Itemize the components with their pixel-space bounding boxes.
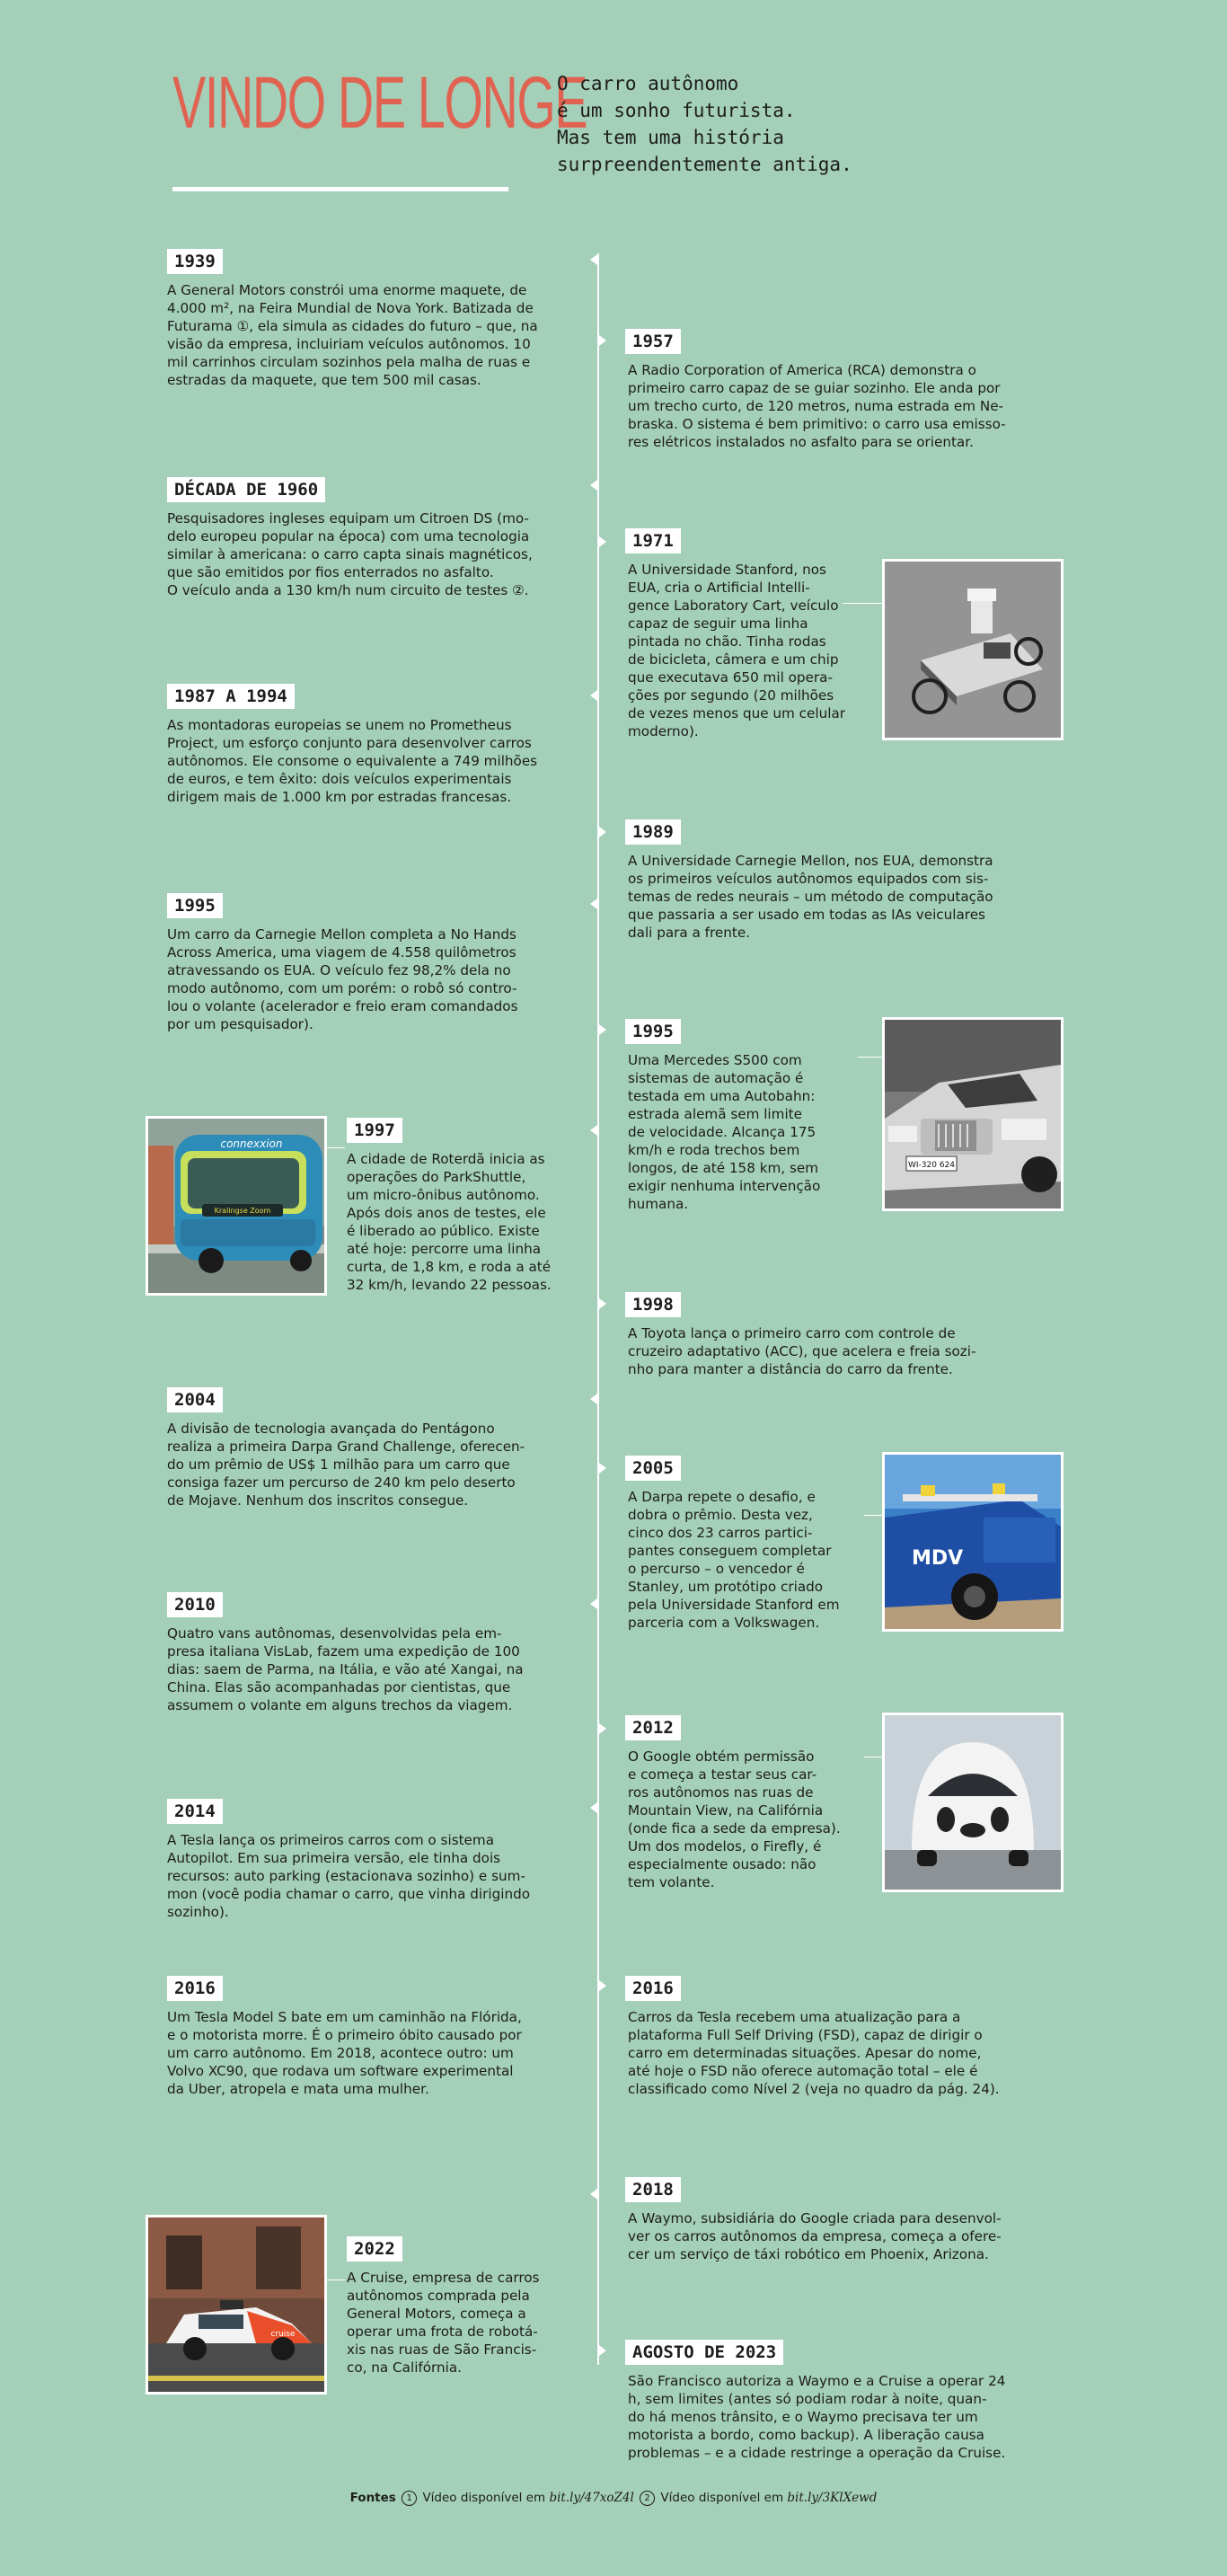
year-label-2004: 2004: [167, 1387, 223, 1412]
year-label-2018: 2018: [625, 2177, 681, 2202]
stanley-darpa-photo: [882, 1452, 1064, 1632]
source-number: 2: [640, 2491, 655, 2506]
svg-text:cruise: cruise: [270, 2330, 296, 2339]
year-label-2023: AGOSTO DE 2023: [625, 2340, 783, 2365]
cruise-photo: [146, 2215, 327, 2395]
intro-text: [557, 70, 979, 178]
year-label-2005: 2005: [625, 1456, 681, 1481]
timeline-tick: [590, 899, 597, 909]
timeline-axis: [597, 253, 599, 2365]
year-label-2010: 2010: [167, 1592, 223, 1617]
firefly-car-illustration: [885, 1715, 1061, 1890]
year-label-1995b: 1995: [625, 1019, 681, 1044]
event-text-1995a: Um carro da Carnegie Mellon completa a No Hands Across America, uma viagem de 4.558 quilômetros atravessando os EUA. O veículo fez 98,2% dela no modo autônomo, com um porém: o robô só contro- lou o volante (acelerador e freio eram comandados por um pesquisador).: [167, 926, 518, 1032]
event-text-1960: Pesquisadores ingleses equipam um Citroen DS (mo- delo europeu popular na época) com uma tecnologia similar à americana: o carro capta sinais magnéticos, que são emitidos por fios enterrados no asfalto. O veículo anda a 130 km/h num circuito de testes ②.: [167, 510, 533, 598]
intro-line: Mas tem uma história: [557, 127, 784, 148]
connector-line: [864, 1515, 882, 1516]
page-title: VINDO DE LONGE: [172, 62, 587, 144]
svg-text:WI-320 624: WI-320 624: [907, 1161, 956, 1170]
year-label-2016b: 2016: [625, 1976, 681, 2001]
year-label-1960: DÉCADA DE 1960: [167, 477, 325, 502]
source-link[interactable]: bit.ly/3KlXewd: [787, 2491, 878, 2505]
year-label-1998: 1998: [625, 1292, 681, 1317]
timeline-tick: [599, 1723, 606, 1734]
event-text-2010: Quatro vans autônomas, desenvolvidas pela em- presa italiana VisLab, fazem uma expedição de 100 dias: saem de Parma, na Itália, e vão até Xangai, na China. Elas são acompanhadas por cientistas, que assumem o volante em alguns trechos da viagem.: [167, 1625, 524, 1713]
timeline-tick: [599, 1463, 606, 1474]
connector-line: [843, 603, 882, 604]
year-label-2014: 2014: [167, 1799, 223, 1824]
year-label-2012: 2012: [625, 1715, 681, 1740]
year-label-1957: 1957: [625, 329, 681, 354]
event-text-2004: A divisão de tecnologia avançada do Pentágono realiza a primeira Darpa Grand Challenge, oferecen- do um prêmio de US$ 1 milhão para um carro que consiga fazer um percurso de 240 km pelo deserto de Mojave. Nenhum dos inscritos consegue.: [167, 1421, 525, 1509]
source-text: Vídeo disponível em: [660, 2491, 784, 2505]
event-text-2012: O Google obtém permissão e começa a testar seus car- ros autônomos nas ruas de Mountain View, na Califórnia (onde fica a sede da empresa). Um dos modelos, o Firefly, é especialmente ousado: não tem volante.: [628, 1748, 841, 1890]
svg-text:connexxion: connexxion: [220, 1138, 283, 1150]
cruise-car-illustration: [148, 2217, 324, 2392]
connector-line: [858, 1057, 882, 1058]
timeline-tick: [590, 480, 597, 491]
event-text-1939: A General Motors constrói uma enorme maquete, de 4.000 m², na Feira Mundial de Nova York. Batizada de Futurama ①, ela simula as cidades do futuro – que, na visão da empresa, incluiriam veículos autônomos. 10 mil carrinhos circulam sozinhos pela malha de ruas e estradas da maquete, que tem 500 mil casas.: [167, 282, 538, 388]
sources-label: Fontes: [349, 2491, 396, 2505]
year-label-1971: 1971: [625, 528, 681, 553]
timeline-tick: [599, 335, 606, 346]
source-link[interactable]: bit.ly/47xoZ4l: [549, 2491, 634, 2505]
event-text-1998: A Toyota lança o primeiro carro com controle de cruzeiro adaptativo (ACC), que acelera e freia sozi- nho para manter a distância do carro da frente.: [628, 1325, 976, 1377]
year-label-1995a: 1995: [167, 893, 223, 918]
timeline-tick: [590, 1125, 597, 1136]
stanford-cart-illustration: [885, 562, 1061, 738]
timeline-tick: [590, 1802, 597, 1813]
event-text-1957: A Radio Corporation of America (RCA) demonstra o primeiro carro capaz de se guiar sozinho. Ele anda por um trecho curto, de 120 metros, numa estrada em Ne- braska. O sistema é bem primitivo: o carro usa emisso- res elétricos instalados no asfalto para se orientar.: [628, 362, 1006, 450]
intro-line: é um sonho futurista.: [557, 100, 796, 121]
intro-line: O carro autônomo: [557, 73, 739, 94]
connector-line: [327, 1147, 345, 1148]
timeline-tick: [590, 1598, 597, 1609]
event-text-2018: A Waymo, subsidiária do Google criada para desenvol- ver os carros autônomos da empresa, começa a ofere- cer um serviço de táxi robótico em Phoenix, Arizona.: [628, 2210, 1002, 2262]
event-text-1995b: Uma Mercedes S500 com sistemas de automação é testada em uma Autobahn: estrada alemã sem limite de velocidade. Alcança 175 km/h e roda trechos bem longos, de até 158 km, sem exigir nenhuma intervenção humana.: [628, 1052, 821, 1212]
timeline-tick: [599, 827, 606, 837]
event-text-2014: A Tesla lança os primeiros carros com o sistema Autopilot. Em sua primeira versão, ele tinha dois recursos: auto parking (estacionava sozinho) e sum- mon (você podia chamar o carro, que vinha dirigindo sozinho).: [167, 1832, 531, 1920]
stanley-car-illustration: [885, 1455, 1061, 1629]
svg-text:MDV: MDV: [912, 1547, 964, 1570]
year-label-1987: 1987 A 1994: [167, 684, 295, 709]
year-label-1989: 1989: [625, 819, 681, 845]
event-text-1971: A Universidade Stanford, nos EUA, cria o Artificial Intelli- gence Laboratory Cart, veículo capaz de seguir uma linha pintada no chão. Tinha rodas de bicicleta, câmera e um chip que executava 650 mil opera- ções por segundo (20 milhões de vezes menos que um celular moderno).: [628, 562, 845, 739]
event-text-2016a: Um Tesla Model S bate em um caminhão na Flórida, e o motorista morre. É o primeiro óbito causado por um carro autônomo. Em 2018, acontece outro: um Volvo XC90, que rodava um software experimental da Uber, atropela e mata uma mulher.: [167, 2009, 522, 2097]
event-text-2022: A Cruise, empresa de carros autônomos comprada pela General Motors, começa a operar uma frota de robotá- xis nas ruas de São Francis- co, na Califórnia.: [347, 2270, 540, 2376]
timeline-tick: [599, 1980, 606, 1991]
event-text-1989: A Universidade Carnegie Mellon, nos EUA, demonstra os primeiros veículos autônomos equipados com sis- temas de redes neurais – um método de computação que passaria a ser usado em todas as IAs veiculares dali para a frente.: [628, 853, 993, 941]
year-label-1997: 1997: [347, 1118, 402, 1143]
event-text-1987: As montadoras europeias se unem no Prometheus Project, um esforço conjunto para desenvolver carros autônomos. Ele consome o equivalente a 749 milhões de euros, e tem êxito: dois veículos experimentais dirigem mais de 1.000 km por estradas francesas.: [167, 717, 538, 805]
svg-text:Kralingse Zoom: Kralingse Zoom: [214, 1207, 271, 1215]
timeline-tick: [599, 2345, 606, 2356]
event-text-2005: A Darpa repete o desafio, e dobra o prêmio. Desta vez, cinco dos 23 carros partici- pantes conseguem completar o percurso – o vencedor é Stanley, um protótipo criado pela Universidade Stanford em parceria com a Volkswagen.: [628, 1489, 840, 1631]
bus-illustration: [148, 1119, 324, 1293]
year-label-2022: 2022: [347, 2236, 402, 2262]
intro-line: surpreendentemente antiga.: [557, 154, 852, 175]
connector-line: [327, 2279, 345, 2280]
sources-footer: [0, 2491, 1227, 2506]
timeline-tick: [599, 1298, 606, 1309]
event-text-1997: A cidade de Roterdã inicia as operações do ParkShuttle, um micro-ônibus autônomo. Após dois anos de testes, ele é liberado ao público. Existe até hoje: percorre uma linha curta, de 1,8 km, e roda a até 32 km/h, levando 22 pessoas.: [347, 1151, 552, 1293]
timeline-tick: [590, 690, 597, 701]
stanford-cart-photo: [882, 559, 1064, 740]
year-label-2016a: 2016: [167, 1976, 223, 2001]
source-text: Vídeo disponível em: [422, 2491, 546, 2505]
source-number: 1: [402, 2491, 417, 2506]
parkshuttle-photo: [146, 1116, 327, 1296]
mercedes-illustration: [885, 1020, 1061, 1208]
timeline-tick: [599, 536, 606, 547]
mercedes-photo: [882, 1017, 1064, 1211]
event-text-2016b: Carros da Tesla recebem uma atualização para a plataforma Full Self Driving (FSD), capaz de dirigir o carro em determinadas situações. Apesar do nome, até hoje o FSD não oferece automação total – ele é classificado como Nível 2 (veja no quadro da pág. 24).: [628, 2009, 1000, 2097]
timeline-tick: [590, 2189, 597, 2200]
firefly-photo: [882, 1713, 1064, 1892]
year-label-1939: 1939: [167, 249, 223, 274]
title-underline: [172, 187, 508, 191]
timeline-tick: [590, 1394, 597, 1404]
timeline-tick: [590, 254, 597, 265]
event-text-2023: São Francisco autoriza a Waymo e a Cruise a operar 24 h, sem limites (antes só podiam rodar à noite, quan- do há menos trânsito, e o Waymo precisava ter um motorista a bordo, como backup). A liberação causa problemas – e a cidade restringe a operação da Cruise.: [628, 2373, 1006, 2461]
timeline-tick: [599, 1024, 606, 1035]
